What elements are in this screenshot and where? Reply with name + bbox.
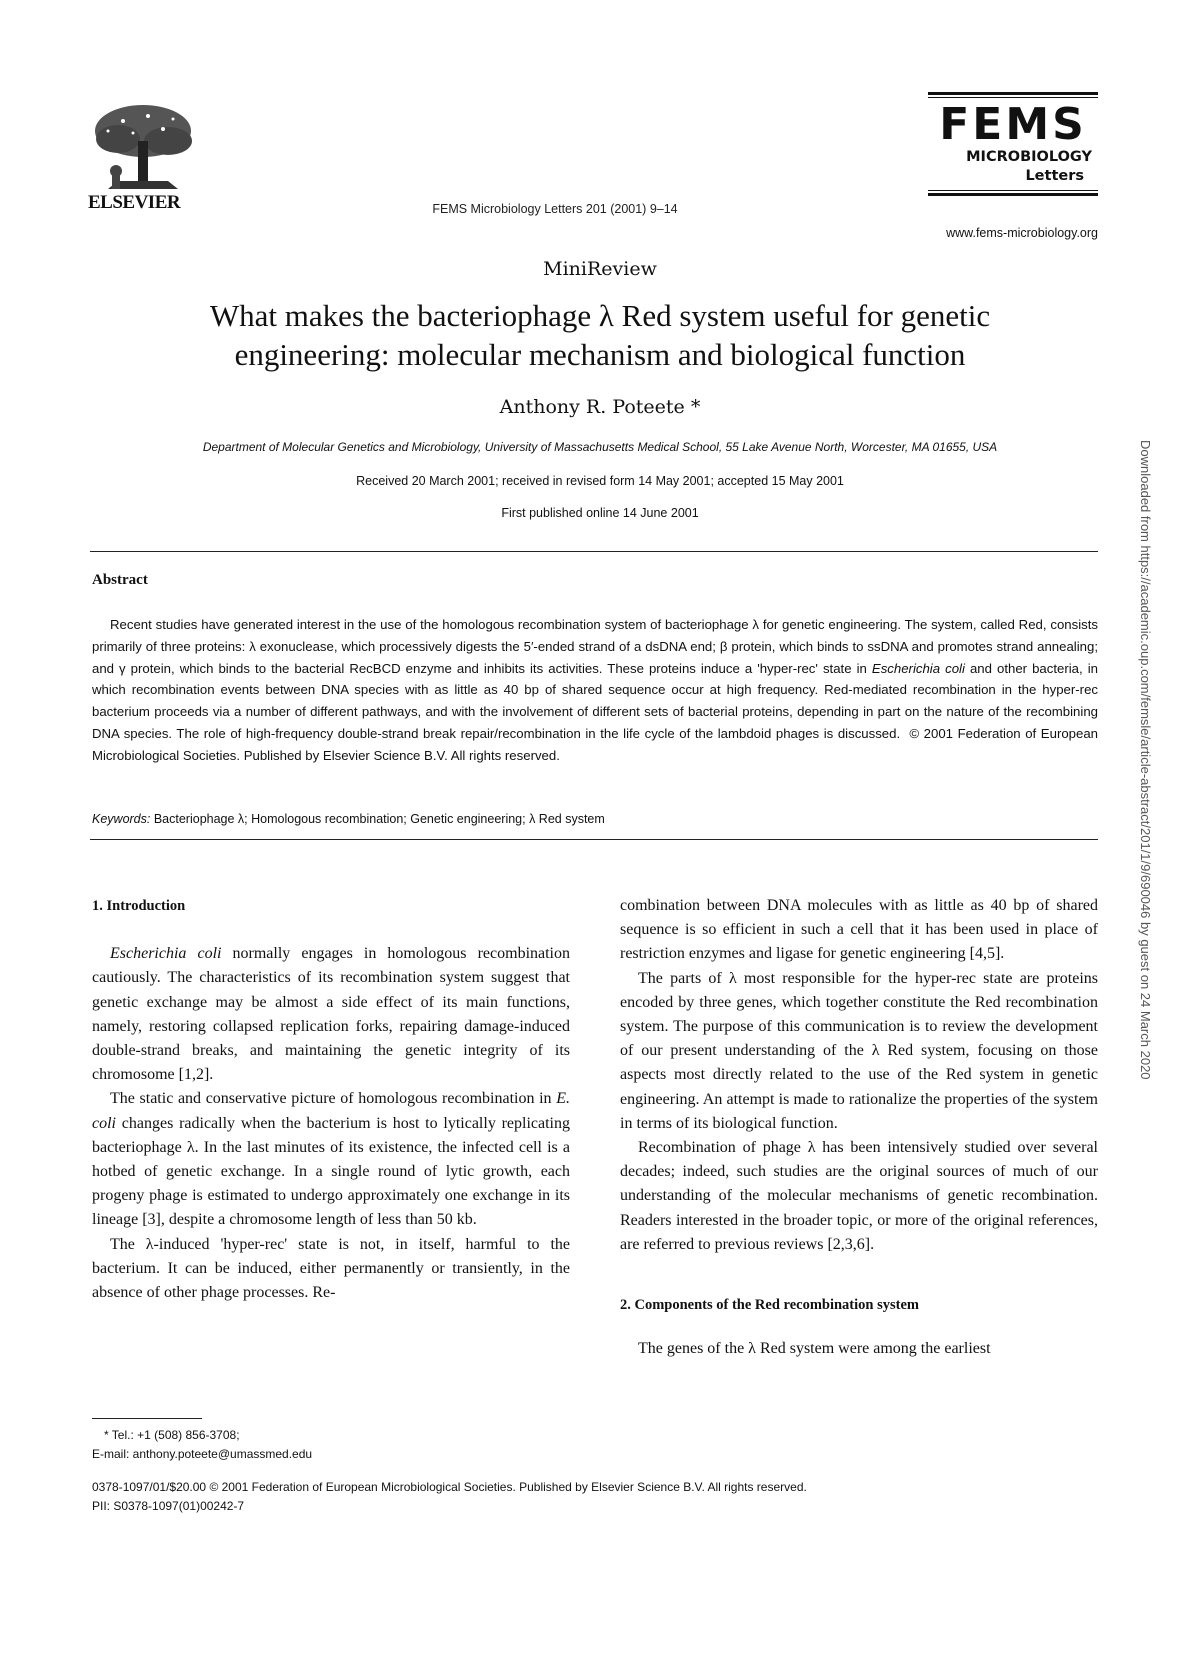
- abstract-top-rule: [90, 551, 1098, 552]
- author-name: Anthony R. Poteete *: [499, 396, 701, 418]
- author-affiliation: Department of Molecular Genetics and Microbiology, University of Massachusetts Medical School, 55 Lake Avenue North, Worcester, MA 01655, USA: [202, 440, 998, 454]
- paragraph-5: The parts of λ most responsible for the hyper-rec state are proteins encoded by three genes, which together constitute the Red recombination system. The purpose of this communication is to review the development of our present understanding of the λ Red system, focusing on those aspects most directly related to the use of the Red system in genetic engineering. An attempt is made to rationalize the properties of the system in terms of its biological function.: [620, 969, 1098, 1132]
- paragraph-1-species: Escherichia coli: [110, 945, 222, 963]
- keywords-value: Bacteriophage λ; Homologous recombination; Genetic engineering; λ Red system: [153, 812, 605, 826]
- abstract-copyright: © 2001 Federation of European Microbiological Societies. Published by Elsevier Science B.V. All rights reserved.: [92, 725, 1099, 763]
- article-title: [100, 296, 1100, 374]
- logo-rule-bottom: [928, 193, 1098, 196]
- paragraph-7: The genes of the λ Red system were among the earliest: [638, 1340, 991, 1358]
- received-dates: Received 20 March 2001; received in revised form 14 May 2001; accepted 15 May 2001: [356, 474, 844, 488]
- logo-microbiology: MICROBIOLOGY: [966, 149, 1092, 165]
- abstract-bottom-rule: [90, 839, 1098, 840]
- author-footnote: [92, 1426, 570, 1464]
- footnote-telephone: * Tel.: +1 (508) 856-3708;: [104, 1428, 240, 1442]
- paragraph-2-text-a: The static and conservative picture of homologous recombination in: [110, 1090, 552, 1108]
- body-column-right: [620, 894, 1098, 1361]
- abstract-species-name: Escherichia coli: [871, 660, 965, 676]
- logo-letters: Letters: [1025, 168, 1084, 184]
- first-published-date: First published online 14 June 2001: [501, 506, 699, 520]
- paragraph-2-species: E. coli: [92, 1090, 570, 1132]
- download-watermark: Downloaded from https://academic.oup.com/femsle/article-abstract/201/1/9/690046 by guest on 24 March 2020: [1138, 440, 1153, 1080]
- abstract-heading: Abstract: [92, 572, 148, 588]
- section-1-heading: 1. Introduction: [92, 898, 186, 914]
- title-line-2: engineering: molecular mechanism and biological function: [234, 337, 966, 372]
- section-2-heading: 2. Components of the Red recombination system: [620, 1297, 919, 1314]
- paragraph-2: [92, 1087, 570, 1232]
- journal-website-link[interactable]: www.fems-microbiology.org: [946, 226, 1098, 240]
- journal-citation: FEMS Microbiology Letters 201 (2001) 9–14: [432, 202, 678, 216]
- publisher-name: ELSEVIER: [88, 192, 181, 213]
- pii-line: PII: S0378-1097(01)00242-7: [92, 1499, 245, 1513]
- abstract-text-part-1: Recent studies have generated interest in the use of the homologous recombination system of bacteriophage λ for genetic engineering. The system, called Red, consists primarily of three proteins: λ exonuclease, which processively digests the 5′-ended strand of a dsDNA end; β protein, which binds to ssDNA and promotes strand annealing; and γ protein, which binds to the bacterial RecBCD enzyme and inhibits its activities. These proteins induce a 'hyper-rec' state in: [92, 617, 1098, 676]
- body-column-left: [92, 894, 570, 1305]
- journal-logo: [928, 92, 1098, 198]
- logo-fems: FEMS: [939, 99, 1087, 150]
- keywords-label: Keywords:: [92, 812, 151, 826]
- copyright-line: 0378-1097/01/$20.00 © 2001 Federation of European Microbiological Societies. Published by Elsevier Science B.V. All rights reserved.: [92, 1480, 807, 1494]
- abstract-text-part-2: and other bacteria, in which recombination events between DNA species with as little as 40 bp of shared sequence occur at high frequency. Red-mediated recombination in the hyper-rec bacterium proceeds via a number of different pathways, and with the involvement of different sets of bacterial proteins, depending in part on the nature of the recombining DNA species. The role of high-frequency double-strand break repair/recombination in the life cycle of the lambdoid phages is discussed.: [92, 660, 1098, 741]
- footnote-email[interactable]: E-mail: anthony.poteete@umassmed.edu: [92, 1447, 313, 1461]
- footnote-rule: [92, 1418, 202, 1419]
- paragraph-2-text-b: changes radically when the bacterium is host to lytically replicating bacteriophage λ. In the last minutes of its existence, the infected cell is a hotbed of genetic exchange. In a single round of lytic growth, each progeny phage is estimated to undergo approximately one exchange in its lineage [3], despite a chromosome length of less than 50 kb.: [92, 1114, 571, 1229]
- article-type: MiniReview: [543, 258, 657, 280]
- paragraph-1: [92, 942, 570, 1087]
- paragraph-6: Recombination of phage λ has been intensively studied over several decades; indeed, such studies are the original sources of much of our understanding of the molecular mechanisms of genetic recombination. Readers interested in the broader topic, or more of the original references, are referred to previous reviews [2,3,6].: [620, 1139, 1098, 1253]
- abstract-text: [92, 614, 1098, 767]
- logo-rule-top: [928, 92, 1098, 95]
- logo-rule-bottom-thin: [928, 190, 1098, 191]
- title-line-1: What makes the bacteriophage λ Red system useful for genetic: [209, 298, 991, 333]
- copyright-footer: [92, 1478, 1102, 1516]
- paragraph-1-text: normally engages in homologous recombination cautiously. The characteristics of its recombination system suggest that genetic exchange may be almost a side effect of its main functions, namely, restoring collapsed replication forks, repairing damage-induced double-strand breaks, and maintaining the genetic integrity of its chromosome [1,2].: [92, 945, 571, 1084]
- paragraph-3: The λ-induced 'hyper-rec' state is not, in itself, harmful to the bacterium. It can be induced, either permanently or transiently, in the absence of other phage processes. Re-: [92, 1235, 570, 1302]
- logo-rule-top-thin: [928, 97, 1098, 98]
- paragraph-4: combination between DNA molecules with as little as 40 bp of shared sequence is so efficient in such a cell that it has been used in place of restriction enzymes and ligase for genetic engineering [4,5].: [620, 897, 1098, 963]
- keywords: [92, 812, 1098, 826]
